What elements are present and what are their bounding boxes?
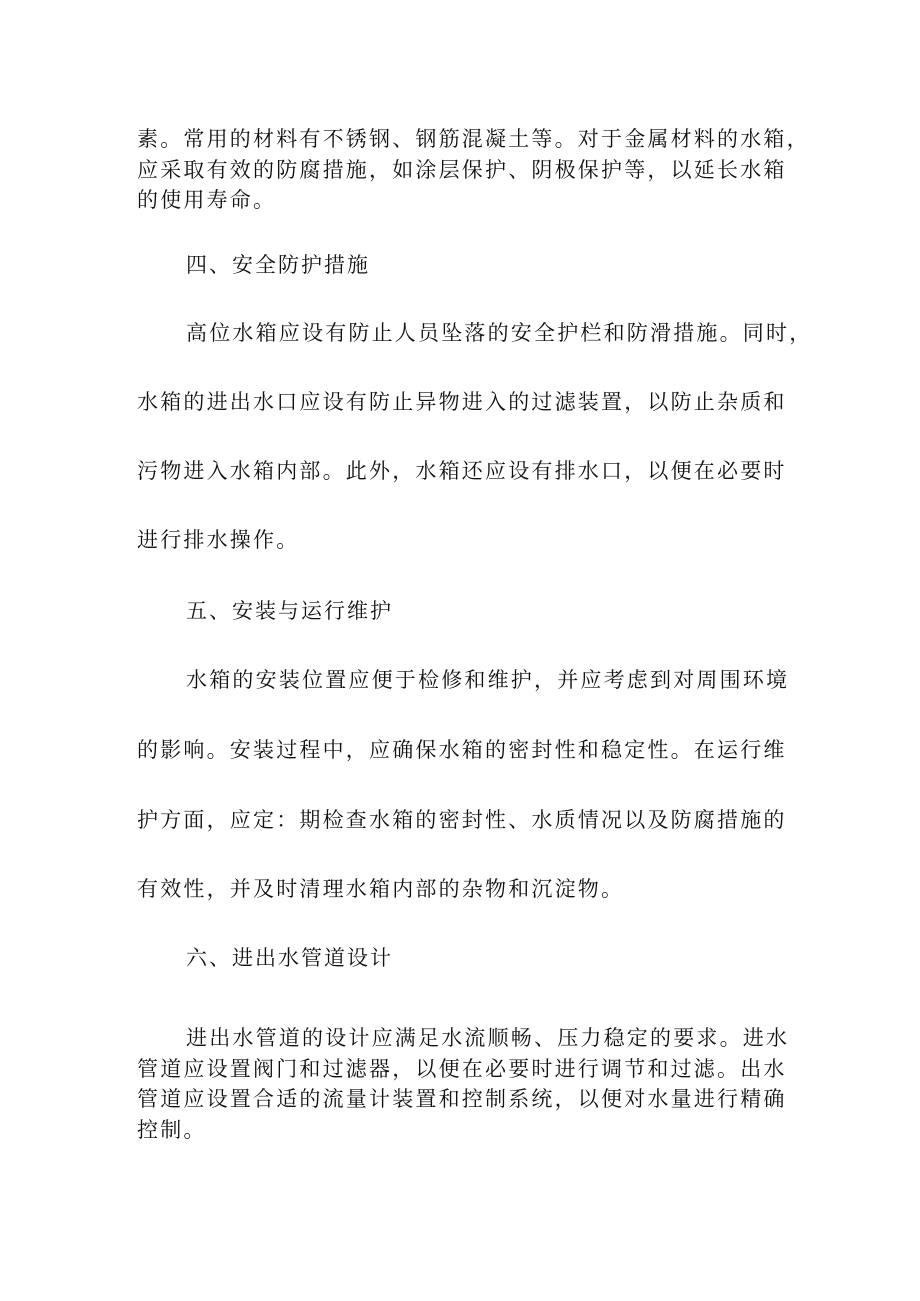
section-heading-installation: 五、安装与运行维护 [186, 599, 393, 623]
text-line: 进出水管道的设计应满足水流顺畅、压力稳定的要求。进水 [186, 1026, 790, 1050]
section-heading-pipes: 六、进出水管道设计 [186, 946, 393, 970]
text-line: 的影响。安装过程中，应确保水箱的密封性和稳定性。在运行维 [137, 738, 787, 762]
text-line: 管道应设置阀门和过滤器，以便在必要时进行调节和过滤。出水 [137, 1057, 787, 1081]
text-line: 的使用寿命。 [137, 188, 277, 212]
text-line: 管道应设置合适的流量计装置和控制系统，以便对水量进行精确 [137, 1087, 787, 1111]
text-line: 素。常用的材料有不锈钢、钢筋混凝土等。对于金属材料的水箱， [137, 127, 810, 151]
text-line: 水箱的安装位置应便于检修和维护，并应考虑到对周围环境 [186, 668, 790, 692]
text-line: 护方面，应定：期检查水箱的密封性、水质情况以及防腐措施的 [137, 808, 787, 832]
text-line: 应采取有效的防腐措施，如涂层保护、阴极保护等，以延长水箱 [137, 158, 787, 182]
section-heading-safety: 四、安全防护措施 [186, 253, 370, 277]
text-line: 高位水箱应设有防止人员坠落的安全护栏和防滑措施。同时， [186, 321, 813, 345]
text-line: 有效性，并及时清理水箱内部的杂物和沉淀物。 [137, 877, 625, 901]
text-line: 水箱的进出水口应设有防止异物进入的过滤装置，以防止杂质和 [137, 390, 787, 414]
text-line: 控制。 [137, 1118, 207, 1142]
text-line: 污物进入水箱内部。此外，水箱还应设有排水口，以便在必要时 [137, 459, 787, 483]
text-line: 进行排水操作。 [137, 528, 300, 552]
